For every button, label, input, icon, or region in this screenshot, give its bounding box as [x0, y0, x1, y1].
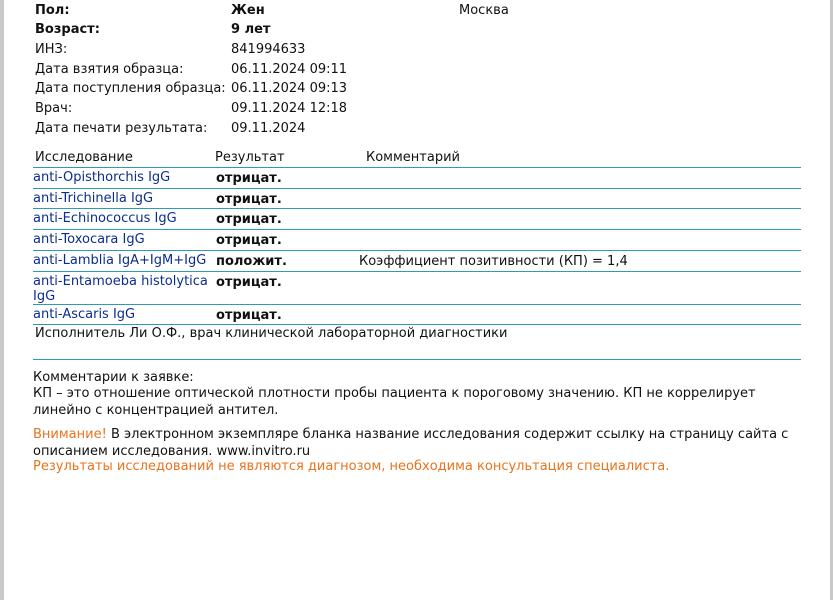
table-row	[33, 168, 801, 188]
test-result: отрицат.	[216, 192, 282, 207]
doctor-value: 09.11.2024 12:18	[231, 101, 348, 116]
receive-date-value: 06.11.2024 09:13	[231, 81, 348, 96]
page-edge-left	[0, 0, 4, 600]
test-link-toxocara[interactable]: anti-Toxocara IgG	[33, 232, 145, 247]
comments-text: КП – это отношение оптической плотности пробы пациента к пороговому значению. КП не коррелирует линейно с концентрацией антител.	[33, 386, 756, 418]
collect-date-value: 06.11.2024 09:11	[231, 62, 348, 77]
header-test: Исследование	[35, 150, 133, 165]
sex-label: Пол:	[35, 3, 70, 18]
disclaimer: Результаты исследований не являются диагнозом, необходима консультация специалиста.	[33, 459, 670, 474]
collect-date-label: Дата взятия образца:	[35, 62, 184, 77]
table-row	[33, 305, 801, 325]
receive-date-label: Дата поступления образца:	[35, 81, 226, 96]
table-row	[33, 272, 801, 304]
warning-label: Внимание!	[33, 427, 107, 442]
table-row	[33, 209, 801, 229]
executor-line: Исполнитель Ли О.Ф., врач клинической лабораторной диагностики	[35, 326, 508, 341]
test-link-lamblia[interactable]: anti-Lamblia IgA+IgM+IgG	[33, 253, 207, 268]
test-link-entamoeba[interactable]: anti-Entamoeba histolytica IgG	[33, 274, 208, 304]
site-link[interactable]: www.invitro.ru	[216, 444, 311, 459]
inz-label: ИНЗ:	[35, 42, 68, 57]
test-result: отрицат.	[216, 275, 282, 290]
test-link-echinococcus[interactable]: anti-Echinococcus IgG	[33, 211, 177, 226]
print-date-label: Дата печати результата:	[35, 121, 208, 136]
notice-block	[33, 426, 803, 460]
warning-text: В электронном экземпляре бланка название исследования содержит ссылку на страницу сайта с описанием исследования.	[33, 427, 789, 459]
test-link-ascaris[interactable]: anti-Ascaris IgG	[33, 307, 136, 322]
age-value: 9 лет	[231, 22, 271, 37]
test-result: положит.	[216, 254, 287, 269]
test-result: отрицат.	[216, 308, 282, 323]
header-comment: Комментарий	[366, 150, 460, 165]
test-result: отрицат.	[216, 171, 282, 186]
table-row	[33, 251, 801, 271]
comments-title: Комментарии к заявке:	[33, 370, 194, 385]
table-row	[33, 189, 801, 209]
doctor-label: Врач:	[35, 101, 73, 116]
test-result: отрицат.	[216, 212, 282, 227]
print-date-value: 09.11.2024	[231, 121, 306, 136]
inz-value: 841994633	[231, 42, 306, 57]
test-link-opisthorchis[interactable]: anti-Opisthorchis IgG	[33, 170, 171, 185]
test-result: отрицат.	[216, 233, 282, 248]
test-link-trichinella[interactable]: anti-Trichinella IgG	[33, 191, 154, 206]
header-result: Результат	[215, 150, 285, 165]
test-comment: Коэффициент позитивности (КП) = 1,4	[359, 254, 628, 269]
table-row	[33, 230, 801, 250]
age-label: Возраст:	[35, 22, 100, 37]
city: Москва	[459, 3, 509, 18]
sex-value: Жен	[231, 3, 265, 18]
section-divider	[33, 359, 801, 360]
